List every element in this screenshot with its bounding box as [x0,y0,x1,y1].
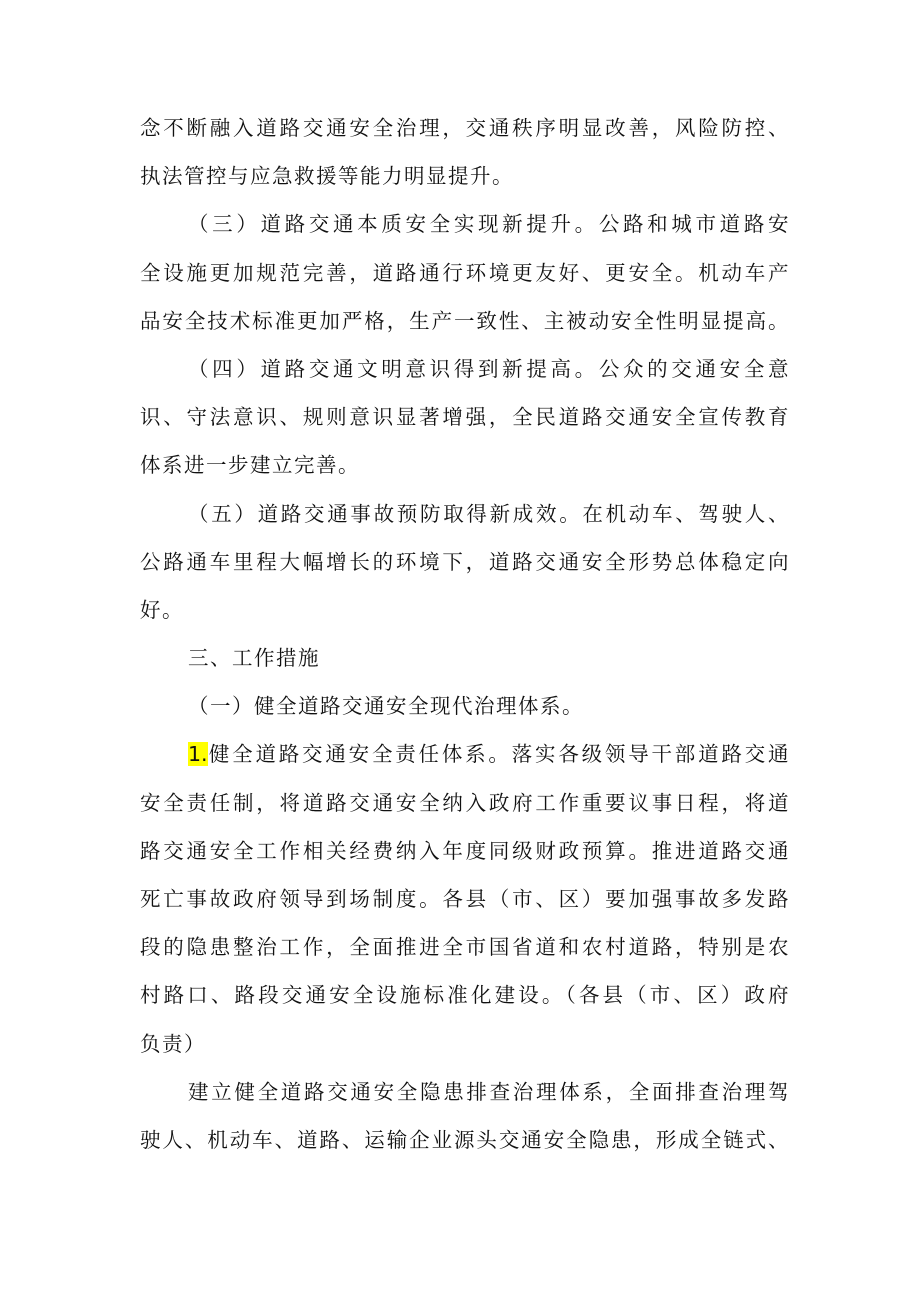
paragraph-line: 驶人、机动车、道路、运输企业源头交通安全隐患，形成全链式、 [140,1127,790,1152]
paragraph-line: （四）道路交通文明意识得到新提高。公众的交通安全意 [188,356,790,381]
section-heading: 三、工作措施 [188,646,320,671]
paragraph-line: 全设施更加规范完善，道路通行环境更友好、更安全。机动车产 [140,260,790,285]
paragraph-line: 建立健全道路交通安全隐患排查治理体系，全面排查治理驾 [188,1079,790,1104]
item-number-highlight: 1. [188,742,208,767]
numbered-paragraph-line [140,730,790,778]
paragraph-line: （五）道路交通事故预防取得新成效。在机动车、驾驶人、 [188,501,790,526]
paragraph-line: 好。 [140,597,184,622]
document-body [140,104,790,1164]
paragraph-line: 念不断融入道路交通安全治理，交通秩序明显改善，风险防控、 [140,116,790,140]
paragraph-line: 路交通安全工作相关经费纳入年度同级财政预算。推进道路交通 [140,838,790,863]
paragraph-line: （三）道路交通本质安全实现新提升。公路和城市道路安 [188,212,790,237]
paragraph-line: 安全责任制，将道路交通安全纳入政府工作重要议事日程，将道 [140,790,790,815]
paragraph-line: 村路口、路段交通安全设施标准化建设。（各县（市、区）政府 [140,983,790,1008]
paragraph-line: 品安全技术标准更加严格，生产一致性、主被动安全性明显提高。 [140,308,790,333]
paragraph-line: 公路通车里程大幅增长的环境下，道路交通安全形势总体稳定向 [140,549,790,574]
paragraph-line-text: 健全道路交通安全责任体系。落实各级领导干部道路交通 [207,742,790,767]
subsection-heading: （一）健全道路交通安全现代治理体系。 [188,694,584,719]
paragraph-line: 段的隐患整治工作，全面推进全市国省道和农村道路，特别是农 [140,935,790,960]
paragraph-line: 执法管控与应急救援等能力明显提升。 [140,164,514,189]
paragraph-line: 负责） [140,1031,206,1056]
paragraph-line: 死亡事故政府领导到场制度。各县（市、区）要加强事故多发路 [140,887,790,911]
paragraph-line: 识、守法意识、规则意识显著增强，全民道路交通安全宣传教育 [140,405,790,430]
paragraph-line: 体系进一步建立完善。 [140,453,360,478]
